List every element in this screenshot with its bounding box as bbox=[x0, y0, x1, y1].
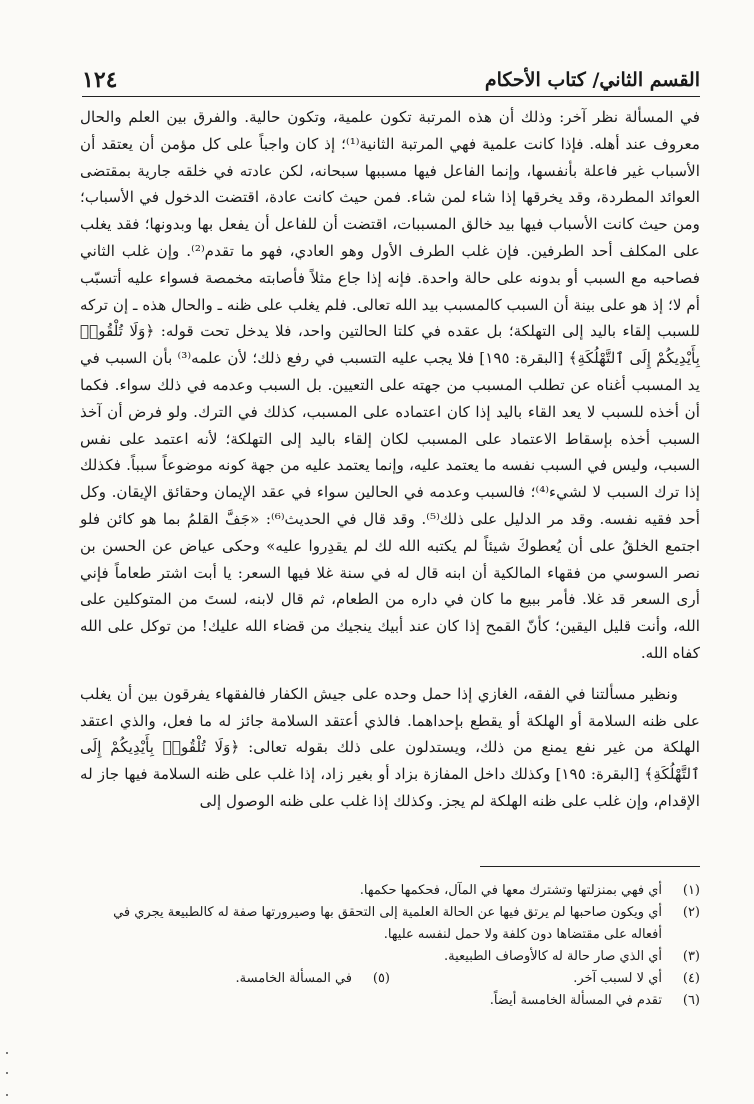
footnote-2 bbox=[80, 902, 700, 946]
scan-speck bbox=[6, 1072, 8, 1074]
footnote-6 bbox=[80, 990, 700, 1012]
footnote-4 bbox=[390, 968, 700, 990]
footnote-text: في المسألة الخامسة. bbox=[235, 971, 352, 986]
footnote-separator bbox=[480, 866, 700, 867]
footnote-number: (٤) bbox=[682, 971, 700, 986]
footnote-text: أي فهي بمنزلتها وتشترك معها في المآل، فحكمها حكمها. bbox=[359, 883, 662, 898]
footnote-text: أي الذي صار حالة له كالأوصاف الطبيعية. bbox=[444, 949, 662, 964]
footnote-text: أي لا لسبب آخر. bbox=[573, 971, 662, 986]
page-header bbox=[82, 62, 700, 97]
paragraph-1: في المسألة نظر آخر: وذلك أن هذه المرتبة تكون علمية، وتكون حالية. والفرق بين العلم والحال معروف عند أهله. فإذا كانت علمية فهي المرتبة الثانية⁽¹⁾؛ إذ كان واجباً على كل مؤمن أن يعتقد أن الأسباب غير فاعلة بأنفسها، وإنما الفاعل فيها مسببها سبحانه، لكن عادته في خلقه جارية بمقتضى العوائد المطردة، وقد يخرقها إذا شاء لمن شاء. فمن حيث كانت عادة، اقتضت الدخول في الأسباب؛ ومن حيث كانت الأسباب فيها بيد خالق المسببات، اقتضت أن للفاعل أن يفعل بها وبدونها؛ فقد يغلب على المكلف أحد الطرفين. فإن غلب الطرف الأول وهو العادي، فهو ما تقدم⁽²⁾. وإن غلب الثاني فصاحبه مع السبب أو بدونه على حالة واحدة. فإنه إذا جاع مثلاً فأصابته مخمصة فسواء عليه أتسبّب أم لا؛ إذ هو على بينة أن السبب كالمسبب بيد الله تعالى. فلم يغلب على ظنه ـ والحال هذه ـ إن تركه للسبب إلقاء باليد إلى التهلكة؛ بل عقده في كلتا الحالتين واحد، فلا يدخل تحت قوله: ﴿وَلَا تُلْقُوا۟ بِأَيْدِيكُمْ إِلَى ٱلتَّهْلُكَةِ﴾ [البقرة: ١٩٥] فلا يجب عليه التسبب في رفع ذلك؛ لأن علمه⁽³⁾ بأن السبب في يد المسبب أغناه عن تطلب المسبب من جهته على التعيين. بل السبب وعدمه في ذلك سواء. فكما أن أخذه للسبب لا يعد القاء باليد إذا كان اعتماده على المسبب، كذلك في الترك. ولو فرض أن آخذ السبب أخذه بإسقاط الاعتماد على المسبب لكان إلقاء باليد إلى التهلكة؛ لأنه اعتمد على نفس السبب، وليس في السبب نفسه ما يعتمد عليه، وإنما يعتمد عليه من جهة كونه موضوعاً سبباً. فكذلك إذا ترك السبب لا لشيء⁽⁴⁾؛ فالسبب وعدمه في الحالين سواء في عقد الإيمان وحقائق الإيقان. وكل أحد فقيه نفسه. وقد مر الدليل على ذلك⁽⁵⁾. وقد قال في الحديث⁽⁶⁾: «جَفَّ القلمُ بما هو كائن فلو اجتمع الخلقُ على أن يُعطوكَ شيئاً لم يكتبه الله لك لم يقدِروا عليه» وحكى عياض عن الحسن بن نصر السوسي من فقهاء المالكية أن ابنه قال له في سنة غلا فيها السعر: يا أبت اشتر طعاماً فإني أرى السعر قد غلا. فأمر ببيع ما كان في داره من الطعام، ثم قال لابنه، لستَ من المتوكلين على الله، وأنت قليل اليقين؛ كأنّ القمح إذا كان عند أبيك ينجيك من قضاء الله عليك! من توكل على الله كفاه الله. bbox=[80, 108, 701, 662]
footnote-5 bbox=[80, 968, 390, 990]
paragraph-2: ونظير مسألتنا في الفقه، الغازي إذا حمل وحده على جيش الكفار فالفقهاء يفرقون بين أن يغلب على ظنه السلامة أو الهلكة أو يقطع بإحداهما. فالذي أعتقد السلامة جائز له ما فعل، والذي اعتقد الهلكة من غير نفع يمنع من ذلك، ويستدلون على ذلك بقوله تعالى: ﴿وَلَا تُلْقُوا۟ بِأَيْدِيكُمْ إِلَى ٱلتَّهْلُكَةِ﴾ [البقرة: ١٩٥] وكذلك داخل المفازة بزاد أو بغير زاد، إذا غلب على ظنه السلامة فيها جاز له الإقدام، وإن غلب على ظنه الهلكة لم يجز. وكذلك إذا غلب على ظنه الوصول إلى bbox=[80, 684, 700, 810]
footnote-3 bbox=[80, 946, 700, 968]
footnote-number: (٥) bbox=[372, 971, 390, 986]
footnote-1 bbox=[80, 880, 700, 902]
footnote-text: تقدم في المسألة الخامسة أيضاً. bbox=[489, 993, 662, 1008]
footnote-number: (١) bbox=[682, 883, 700, 898]
footnote-number: (٦) bbox=[682, 993, 700, 1008]
footnote-row-4-5 bbox=[80, 968, 700, 990]
running-title: القسم الثاني/ كتاب الأحكام bbox=[484, 69, 700, 91]
main-text bbox=[80, 104, 700, 815]
footnote-number: (٣) bbox=[682, 949, 700, 964]
footnote-number: (٢) bbox=[682, 905, 700, 920]
footnote-text: أي ويكون صاحبها لم يرتق فيها عن الحالة العلمية إلى التحقق بها وصيرورتها صفة له كالطبيعة يجري في أفعاله على مقتضاها دون كلفة ولا حمل لنفسه عليها. bbox=[113, 905, 662, 942]
scan-speck bbox=[6, 1052, 8, 1054]
scan-speck bbox=[6, 1094, 8, 1096]
footnotes bbox=[80, 880, 700, 1012]
page-number: ١٢٤ bbox=[82, 67, 118, 93]
